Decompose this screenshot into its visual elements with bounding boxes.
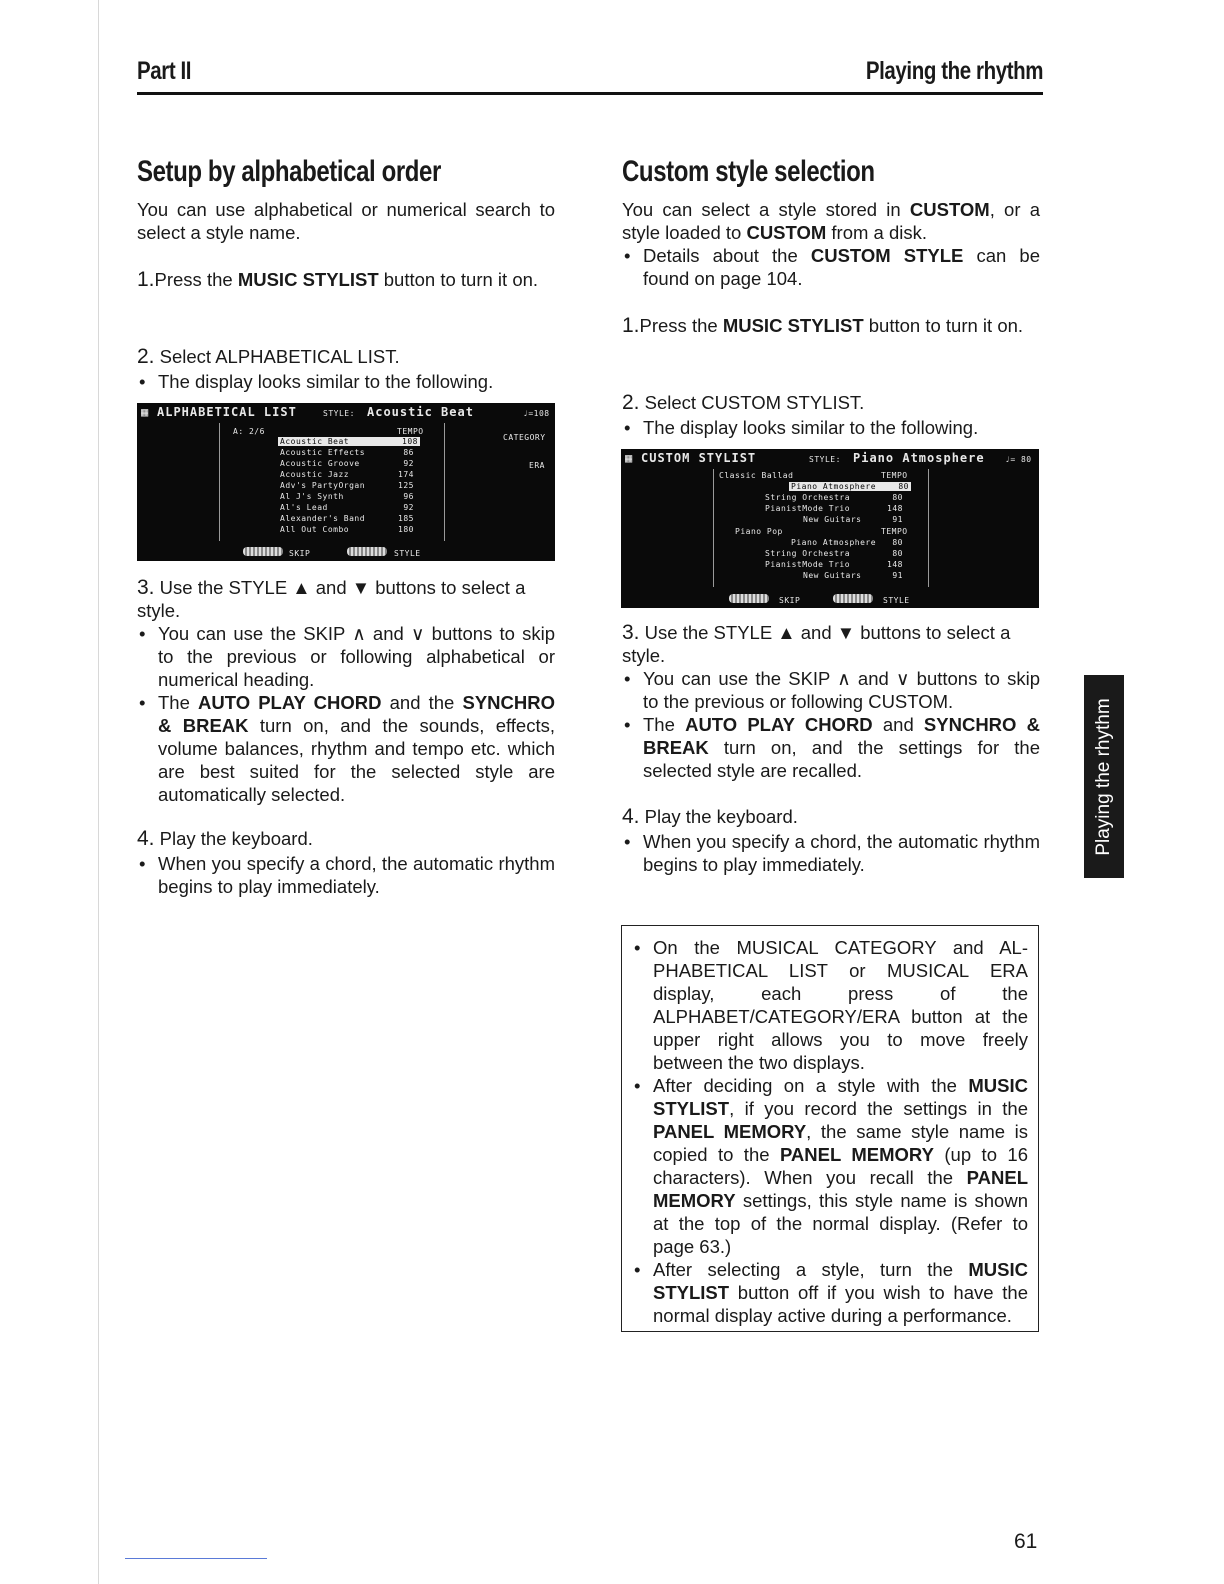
right-step-1: 1.Press the MUSIC STYLIST button to turn it on. bbox=[622, 314, 1024, 337]
tempo-header: TEMPO bbox=[881, 471, 908, 480]
list-item: Al J's Synth 96 bbox=[280, 492, 414, 501]
custom-stylist-display bbox=[621, 449, 1039, 608]
tempo-indicator: ♩= 80 bbox=[1005, 455, 1032, 464]
list-item: Acoustic Effects 86 bbox=[280, 448, 414, 457]
style-button-graphic bbox=[347, 547, 387, 556]
right-step-4-bullets bbox=[622, 830, 1040, 876]
note-box bbox=[621, 925, 1039, 1332]
list-item: String Orchestra 80 bbox=[765, 549, 903, 558]
list-item: • The display looks similar to the following. bbox=[137, 370, 555, 393]
list-item: • When you specify a chord, the automatic rhythm begins to play immediately. bbox=[137, 852, 555, 898]
alphabetical-list-display bbox=[137, 403, 555, 561]
style-button-label: STYLE bbox=[883, 596, 910, 605]
display-icon: ▦ bbox=[141, 405, 150, 419]
list-item: • Details about the CUSTOM STYLE can be found on page 104. bbox=[622, 244, 1040, 290]
style-button-label: STYLE bbox=[394, 549, 421, 558]
list-item: PianistMode Trio 148 bbox=[765, 504, 903, 513]
list-item: • The display looks similar to the following. bbox=[622, 416, 1040, 439]
part-label: Part II bbox=[137, 57, 192, 85]
style-label: STYLE: bbox=[323, 409, 355, 418]
left-section-title: Setup by alphabetical order bbox=[137, 155, 441, 188]
skip-button-graphic bbox=[243, 547, 283, 556]
skip-label: SKIP bbox=[289, 549, 311, 558]
right-step-3-bullets bbox=[622, 667, 1040, 782]
right-section-title: Custom style selection bbox=[622, 155, 875, 188]
note-bullets bbox=[632, 936, 1028, 1327]
tempo-header: TEMPO bbox=[881, 527, 908, 536]
left-intro: You can use alphabetical or numerical search to select a style name. bbox=[137, 199, 555, 243]
chapter-title: Playing the rhythm bbox=[865, 57, 1043, 85]
binding-margin-line bbox=[98, 0, 99, 1584]
list-item-selected: Acoustic Beat 108 bbox=[280, 437, 418, 446]
right-step-3: 3. Use the STYLE ▲ and ▼ buttons to select a style. bbox=[622, 621, 1011, 666]
list-item: PianistMode Trio 148 bbox=[765, 560, 903, 569]
list-item: All Out Combo 180 bbox=[280, 525, 414, 534]
left-step-2-bullets bbox=[137, 370, 555, 393]
tempo-indicator: ♩=108 bbox=[523, 409, 550, 418]
list-item: Acoustic Jazz 174 bbox=[280, 470, 414, 479]
left-step-3: 3. Use the STYLE ▲ and ▼ buttons to select a style. bbox=[137, 576, 526, 621]
left-step-2: 2. Select ALPHABETICAL LIST. bbox=[137, 345, 400, 368]
list-item: Adv's PartyOrgan 125 bbox=[280, 481, 414, 490]
era-label: ERA bbox=[529, 461, 545, 470]
category-label: CATEGORY bbox=[503, 433, 546, 442]
list-item: New Guitars 91 bbox=[803, 515, 903, 524]
skip-button-graphic bbox=[729, 594, 769, 603]
footer-line bbox=[125, 1558, 267, 1559]
skip-label: SKIP bbox=[779, 596, 801, 605]
tempo-header: TEMPO bbox=[397, 427, 424, 436]
style-value: Acoustic Beat bbox=[367, 405, 474, 419]
list-item: Alexander's Band 185 bbox=[280, 514, 414, 523]
page-number: 61 bbox=[1014, 1530, 1038, 1553]
display-icon: ▦ bbox=[625, 451, 634, 465]
list-item: Acoustic Groove 92 bbox=[280, 459, 414, 468]
right-intro: You can select a style stored in CUSTOM, or a style loaded to CUSTOM from a disk. bbox=[622, 199, 1040, 243]
right-step-2-bullets bbox=[622, 416, 1040, 439]
left-step-1: 1.Press the MUSIC STYLIST button to turn it on. bbox=[137, 268, 539, 291]
right-intro-bullets bbox=[622, 244, 1040, 290]
group-heading: Classic Ballad bbox=[719, 471, 794, 480]
left-step-4: 4. Play the keyboard. bbox=[137, 827, 313, 850]
list-item: Piano Atmosphere 80 bbox=[791, 538, 903, 547]
list-item: • You can use the SKIP ∧ and ∨ buttons to skip to the previous or following CUSTOM. bbox=[622, 667, 1040, 713]
display-title: ALPHABETICAL LIST bbox=[157, 405, 297, 419]
list-item-selected: Piano Atmosphere 80 bbox=[791, 482, 909, 491]
chapter-side-tab: Playing the rhythm bbox=[1084, 675, 1124, 878]
style-label: STYLE: bbox=[809, 455, 841, 464]
header-rule bbox=[137, 92, 1043, 95]
display-title: CUSTOM STYLIST bbox=[641, 451, 757, 465]
page-indicator: A: 2/6 bbox=[233, 427, 265, 436]
right-step-2: 2. Select CUSTOM STYLIST. bbox=[622, 391, 865, 414]
left-step-3-bullets bbox=[137, 622, 555, 806]
list-item: • After selecting a style, turn the MUSIC STYLIST button off if you wish to have the normal display active during a performance. bbox=[632, 1258, 1028, 1327]
list-item: • The AUTO PLAY CHORD and SYNCHRO & BREAK turn on, and the settings for the selected style are recalled. bbox=[622, 713, 1040, 782]
style-value: Piano Atmosphere bbox=[853, 451, 985, 465]
list-item: • The AUTO PLAY CHORD and the SYNCHRO & BREAK turn on, and the sounds, effects, volume balances, rhythm and tempo etc. which are best suited for the selected style are automatically selected. bbox=[137, 691, 555, 806]
style-button-graphic bbox=[833, 594, 873, 603]
list-item: New Guitars 91 bbox=[803, 571, 903, 580]
group-heading: Piano Pop bbox=[735, 527, 783, 536]
list-item: • On the MUSICAL CATEGORY and AL-PHABETICAL LIST or MUSICAL ERA display, each press of the ALPHABET/CATEGORY/ERA button at the upper right allows you to move freely between the two displays. bbox=[632, 936, 1028, 1074]
list-item: String Orchestra 80 bbox=[765, 493, 903, 502]
list-item: • When you specify a chord, the automatic rhythm begins to play immediately. bbox=[622, 830, 1040, 876]
list-item: Al's Lead 92 bbox=[280, 503, 414, 512]
right-step-4: 4. Play the keyboard. bbox=[622, 805, 798, 828]
list-item: • After deciding on a style with the MUSIC STYLIST, if you record the settings in the PANEL MEMORY, the same style name is copied to the PANEL MEMORY (up to 16 characters). When you recall the PANEL MEMORY settings, this style name is shown at the top of the normal display. (Refer to page 63.) bbox=[632, 1074, 1028, 1258]
list-item: • You can use the SKIP ∧ and ∨ buttons to skip to the previous or following alphabetical or numerical heading. bbox=[137, 622, 555, 691]
left-step-4-bullets bbox=[137, 852, 555, 898]
